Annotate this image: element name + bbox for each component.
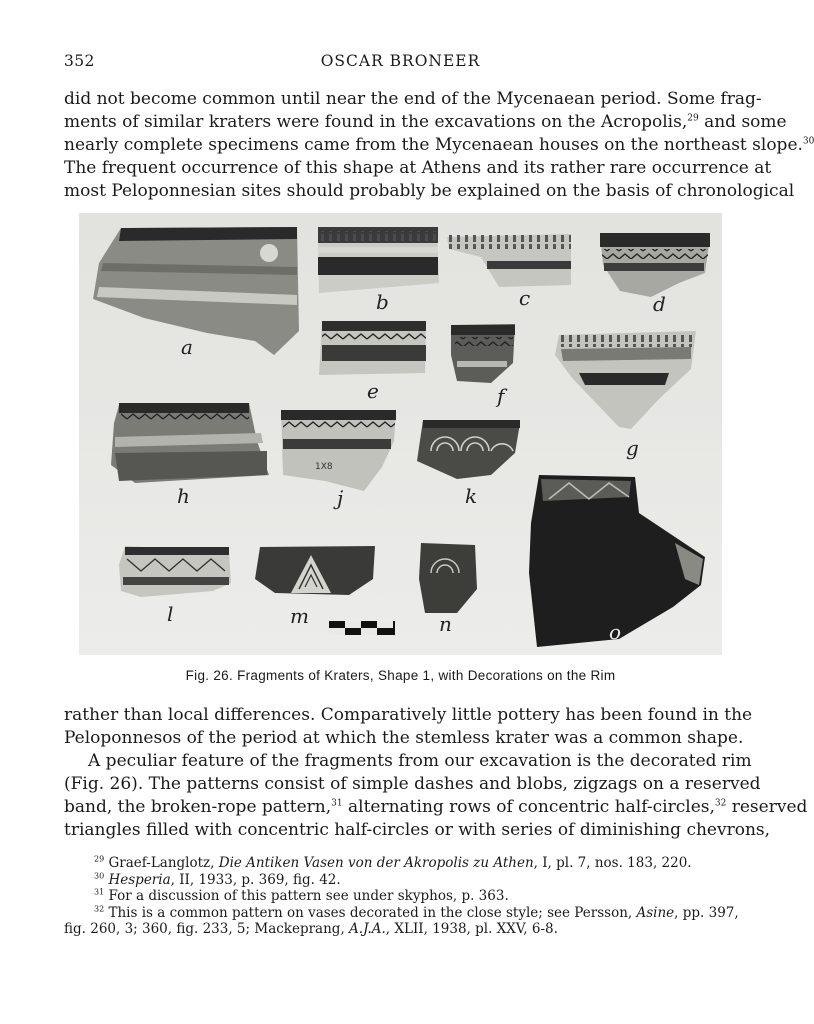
fragment-b: [318, 227, 439, 293]
fragment-label-a: a: [181, 335, 193, 359]
paragraph-2: [64, 704, 808, 842]
fragment-h: [111, 403, 269, 483]
fragment-label-g: g: [626, 436, 639, 460]
text-line: most Peloponnesian sites should probably be explained on the basis of chronological: [64, 181, 795, 201]
fragment-m: [255, 546, 375, 595]
fragment-label-c: c: [519, 286, 531, 310]
text-line: nearly complete specimens came from the Mycenaean houses on the northeast slope.$^{30}$: [64, 135, 814, 155]
footnote-30: $^{30}$ Hesperia, II, 1933, p. 369, fig. 42.: [94, 871, 341, 888]
fragment-label-j: j: [337, 486, 344, 510]
inventory-mark: 1X8: [315, 462, 333, 472]
text-line: triangles filled with concentric half-circles or with series of diminishing chevrons,: [64, 820, 771, 840]
footnote-ref: 31: [331, 798, 343, 809]
fragment-label-f: f: [497, 384, 505, 408]
text-line: (Fig. 26). The patterns consist of simple dashes and blobs, zigzags on a reserved: [64, 774, 761, 794]
text-line: did not become common until near the end of the Mycenaean period. Some frag-: [64, 89, 762, 109]
footnotes: [64, 855, 737, 938]
fragment-l: [119, 546, 231, 597]
footnote-32-continued: fig. 260, 3; 360, fig. 233, 5; Mackeprang, A.J.A., XLII, 1938, pl. XXV, 6-8.: [64, 921, 558, 937]
footnote-ref: 30: [802, 136, 814, 147]
fragment-label-l: l: [167, 602, 174, 626]
footnote-29: $^{29}$ Graef-Langlotz, Die Antiken Vasen von der Akropolis zu Athen, I, pl. 7, nos. 183, 220.: [94, 854, 692, 871]
text-line: Peloponnesos of the period at which the stemless krater was a common shape.: [64, 728, 744, 748]
text-line: rather than local differences. Comparatively little pottery has been found in the: [64, 705, 753, 725]
running-head: [64, 52, 737, 74]
text-line: band, the broken-rope pattern,$^{31}$ alternating rows of concentric half-circles,$^{32}$ reserved: [64, 797, 808, 817]
paragraph-1: [64, 88, 814, 203]
footnote-31: $^{31}$ For a discussion of this pattern see under skyphos, p. 363.: [94, 887, 509, 904]
text-line: A peculiar feature of the fragments from our excavation is the decorated rim: [88, 751, 752, 771]
fragment-e: [319, 321, 426, 375]
page-number: 352: [64, 52, 95, 70]
figure-caption: Fig. 26. Fragments of Kraters, Shape 1, with Decorations on the Rim: [185, 668, 616, 683]
figure-plate: [79, 213, 722, 655]
fragment-label-o: o: [609, 620, 622, 644]
running-title: OSCAR BRONEER: [320, 52, 481, 70]
text-line: The frequent occurrence of this shape at Athens and its rather rare occurrence at: [64, 158, 772, 178]
fragment-label-m: m: [290, 604, 309, 628]
fragment-label-n: n: [439, 612, 452, 636]
text-line: ments of similar kraters were found in the excavations on the Acropolis,$^{29}$ and some: [64, 112, 787, 132]
fragment-label-d: d: [653, 292, 666, 316]
footnote-32: $^{32}$ This is a common pattern on vases decorated in the close style; see Persson, Asine, pp. 397,: [94, 904, 739, 921]
footnote-ref: 29: [687, 113, 699, 124]
scale-bar: [329, 621, 395, 635]
fragment-label-h: h: [177, 484, 190, 508]
fragment-label-e: e: [367, 379, 379, 403]
footnote-ref: 32: [714, 798, 727, 809]
fragment-label-b: b: [376, 290, 389, 314]
fragment-label-k: k: [465, 484, 478, 508]
fragments-photograph: [79, 213, 722, 655]
